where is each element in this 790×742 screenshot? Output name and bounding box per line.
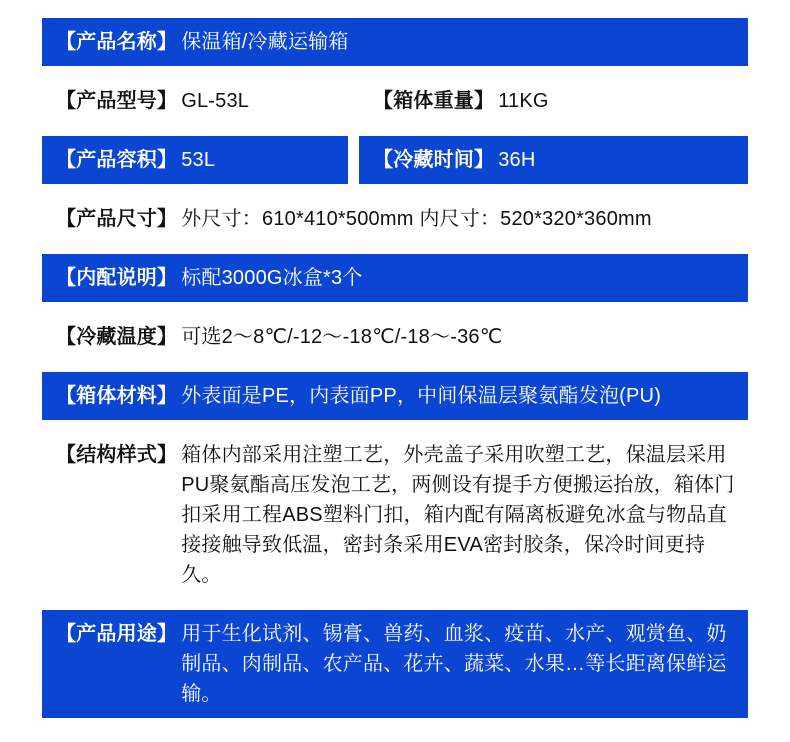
- cold-time-cell: [359, 136, 748, 184]
- structure-style-label: 【结构样式】: [56, 444, 178, 466]
- product-use-label: 【产品用途】: [56, 623, 178, 645]
- product-name-value: 保温箱/冷藏运输箱: [181, 31, 349, 53]
- box-material-label: 【箱体材料】: [56, 385, 178, 407]
- spec-row-model-weight: [42, 77, 748, 125]
- product-model-cell: [42, 77, 348, 125]
- product-capacity-label: 【产品容积】: [56, 149, 178, 171]
- spec-row-product-name: [42, 18, 748, 66]
- box-weight-label: 【箱体重量】: [373, 90, 495, 112]
- product-size-value: 外尺寸：610*410*500mm 内尺寸：520*320*360mm: [181, 208, 652, 230]
- product-name-label: 【产品名称】: [56, 31, 178, 53]
- cold-time-label: 【冷藏时间】: [373, 149, 495, 171]
- structure-style-cell: [42, 431, 748, 599]
- product-use-value: 用于生化试剂、锡膏、兽药、血浆、疫苗、水产、观赏鱼、奶制品、肉制品、农产品、花卉、蔬菜、水果…等长距离保鲜运输。: [181, 623, 727, 705]
- product-size-cell: [42, 195, 748, 243]
- cold-temperature-value: 可选2～8℃/-12～-18℃/-18～-36℃: [181, 326, 503, 348]
- box-weight-value: 11KG: [498, 90, 549, 112]
- product-model-label: 【产品型号】: [56, 90, 178, 112]
- product-use-cell: [42, 610, 748, 718]
- cold-temperature-label: 【冷藏温度】: [56, 326, 178, 348]
- product-capacity-value: 53L: [181, 149, 216, 171]
- spec-row-included-items: [42, 254, 748, 302]
- included-items-label: 【内配说明】: [56, 267, 178, 289]
- spec-row-box-material: [42, 372, 748, 420]
- cold-time-value: 36H: [498, 149, 536, 171]
- spec-row-structure-style: [42, 431, 748, 599]
- spec-row-product-use: [42, 610, 748, 718]
- product-model-value: GL-53L: [181, 90, 250, 112]
- box-material-cell: [42, 372, 748, 420]
- box-weight-cell: [359, 77, 748, 125]
- spec-row-capacity-time: [42, 136, 748, 184]
- spec-row-product-size: [42, 195, 748, 243]
- included-items-cell: [42, 254, 748, 302]
- spec-row-cold-temperature: [42, 313, 748, 361]
- cold-temperature-cell: [42, 313, 748, 361]
- product-name-cell: [42, 18, 748, 66]
- product-size-label: 【产品尺寸】: [56, 208, 178, 230]
- included-items-value: 标配3000G冰盒*3个: [181, 267, 363, 289]
- box-material-value: 外表面是PE，内表面PP，中间保温层聚氨酯发泡(PU): [181, 385, 662, 407]
- structure-style-value: 箱体内部采用注塑工艺，外壳盖子采用吹塑工艺，保温层采用PU聚氨酯高压发泡工艺，两侧设有提手方便搬运抬放，箱体门扣采用工程ABS塑料门扣，箱内配有隔离板避免冰盒与物品直接接触导致低温，密封条采用EVA密封胶条，保冷时间更持久。: [181, 444, 735, 586]
- product-capacity-cell: [42, 136, 348, 184]
